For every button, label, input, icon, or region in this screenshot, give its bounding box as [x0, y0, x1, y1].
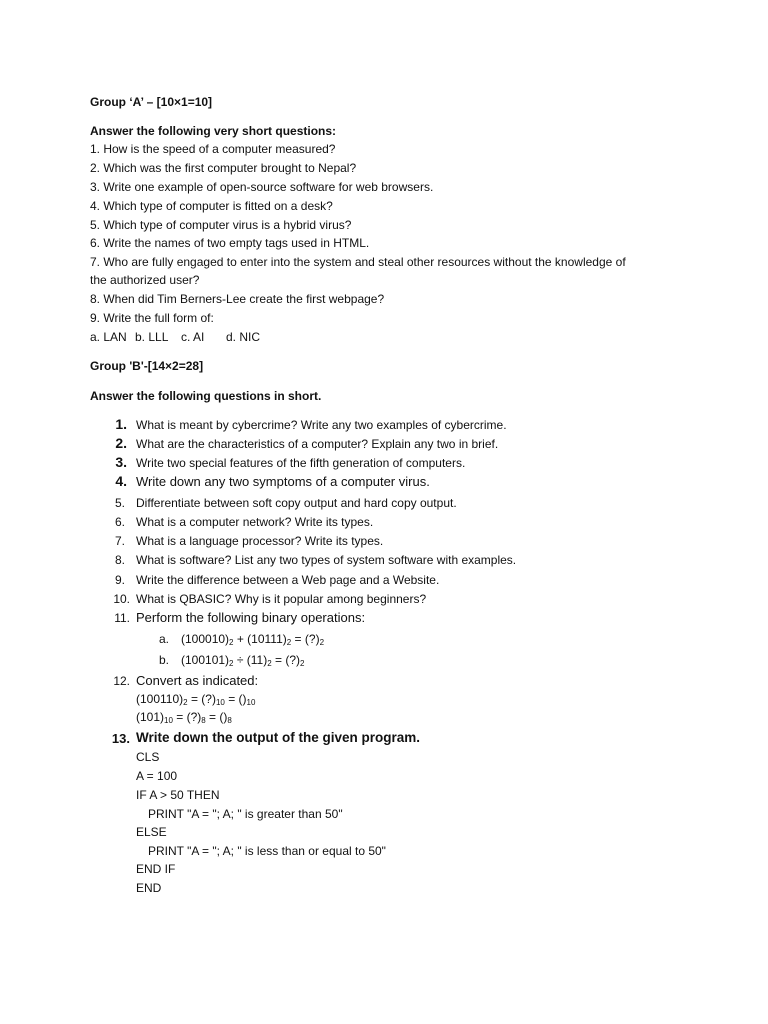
group-a-question: 9. Write the full form of: [90, 311, 214, 325]
group-a-question: 4. Which type of computer is fitted on a desk? [90, 199, 333, 213]
group-a-question: 8. When did Tim Berners-Lee create the first webpage? [90, 292, 385, 306]
group-a-question: 2. Which was the first computer brought to Nepal? [90, 161, 357, 175]
question-number: 1. [115, 416, 127, 432]
q11-part-b-expression: $(100101)_2 \div (11)_2$ = $(?)_2$ [181, 653, 305, 668]
question-number: 3. [115, 454, 127, 470]
group-b-question: What is QBASIC? Why is it popular among beginners? [136, 592, 427, 606]
group-b-question: Write the difference between a Web page and a Website. [136, 573, 440, 587]
group-b-question: What are the characteristics of a computer? Explain any two in brief. [136, 437, 499, 451]
code-line: END IF [136, 862, 176, 876]
code-line: A = 100 [136, 769, 178, 783]
question-number: 6. [114, 515, 125, 529]
group-b-instruction: Answer the following questions in short. [90, 389, 322, 403]
group-a-question-continued: the authorized user? [90, 273, 200, 287]
group-a-question: 6. Write the names of two empty tags used in HTML. [90, 236, 370, 250]
full-form-option: d. NIC [226, 330, 261, 344]
question-number: 11. [114, 611, 130, 625]
group-b-heading: Group 'B'-[14×2=28] [90, 359, 204, 373]
q11-part-a-expression: $(100010)_2 + (10111)_2$ = $(?)_2$ [181, 632, 325, 647]
group-a-question: 5. Which type of computer virus is a hybrid virus? [90, 218, 352, 232]
group-b-question: What is a computer network? Write its types. [136, 515, 374, 529]
question-number: 2. [115, 435, 127, 451]
full-form-option: a. LAN [90, 330, 127, 344]
group-a-question: 7. Who are fully engaged to enter into the system and steal other resources without the knowledge of [90, 255, 626, 269]
group-b-question: Convert as indicated: [136, 673, 259, 688]
code-line: PRINT "A = "; A; " is less than or equal to 50" [148, 844, 386, 858]
group-b-question: Write down any two symptoms of a computer virus. [136, 474, 430, 489]
full-form-option: c. AI [181, 330, 205, 344]
code-line: CLS [136, 750, 160, 764]
group-a-instruction: Answer the following very short questions: [90, 124, 337, 138]
q11-part-label: a. [159, 632, 170, 646]
question-number: 10. [113, 592, 130, 606]
question-number: 7. [114, 534, 125, 548]
group-a-heading: Group ‘A’ – [10×1=10] [90, 95, 213, 109]
code-line: PRINT "A = "; A; " is greater than 50" [148, 807, 343, 821]
code-line: ELSE [136, 825, 167, 839]
question-number: 12. [113, 674, 130, 688]
question-number: 13. [111, 731, 130, 746]
group-a-question: 3. Write one example of open-source software for web browsers. [90, 180, 434, 194]
group-b-question: Write down the output of the given program. [136, 730, 420, 745]
question-number: 8. [114, 553, 125, 567]
group-a-question: 1. How is the speed of a computer measured? [90, 142, 336, 156]
full-form-option: b. LLL [135, 330, 169, 344]
code-line: IF A > 50 THEN [136, 788, 220, 802]
group-b-question: Differentiate between soft copy output and hard copy output. [136, 496, 457, 510]
q12-conversion-1: $(100110)_2$ = $(?)_{10} = ()_{10}$ [136, 692, 256, 707]
group-b-question: What is software? List any two types of system software with examples. [136, 553, 517, 567]
group-b-question: What is meant by cybercrime? Write any two examples of cybercrime. [136, 418, 507, 432]
group-b-question: Perform the following binary operations: [136, 610, 366, 625]
group-b-question: What is a language processor? Write its types. [136, 534, 384, 548]
question-number: 9. [114, 573, 125, 587]
q12-conversion-2: $(101)_{10}$ = $(?)_8 = ()_8$ [136, 710, 232, 725]
group-b-question: Write two special features of the fifth generation of computers. [136, 456, 466, 470]
code-line: END [136, 881, 162, 895]
question-number: 5. [114, 496, 125, 510]
q11-part-label: b. [159, 653, 170, 667]
question-number: 4. [115, 473, 127, 489]
